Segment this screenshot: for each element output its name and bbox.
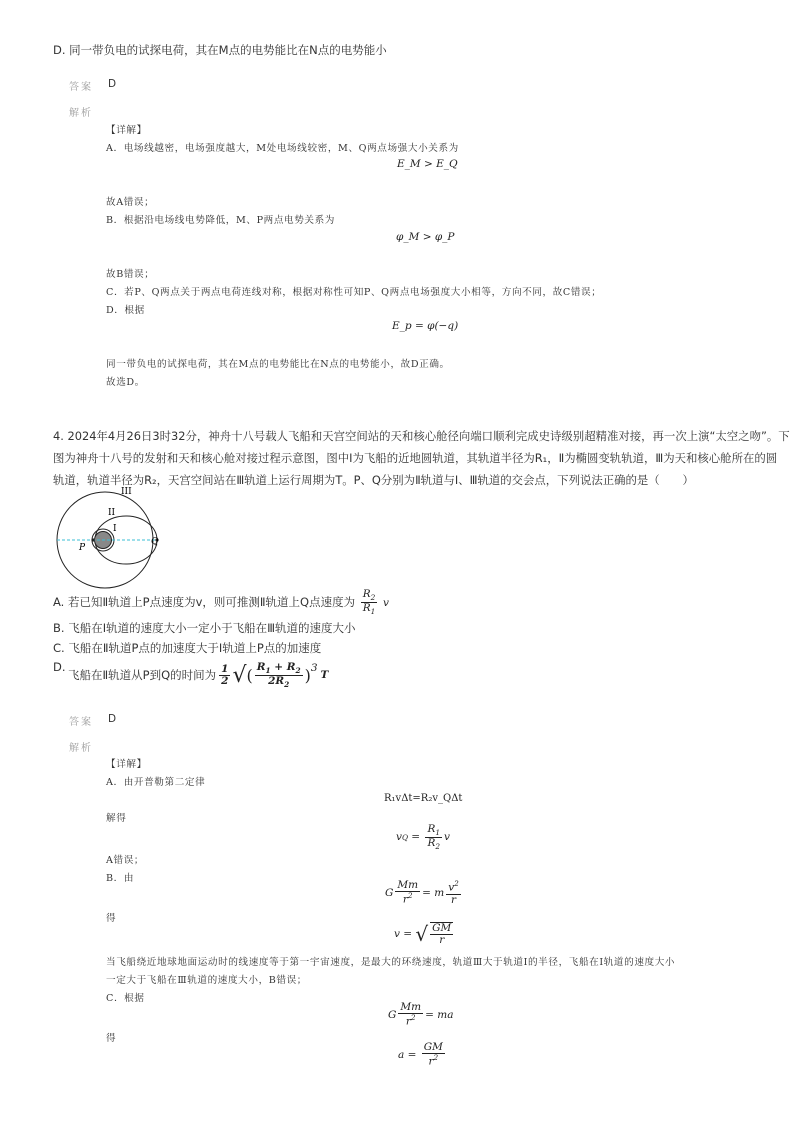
orbit-diagram — [53, 484, 165, 589]
equation-phi: φ_M > φ_P — [396, 231, 455, 243]
q4-equation-gravity: G $\frac{Mm}{r^2}$ = m $\frac{v^2}{r}$ — [385, 879, 459, 906]
question-4-stem-line-2: 图为神舟十八号的发射和天和核心舱对接过程示意图，图中Ⅰ为飞船的近地圆轨道，其轨道半径为R₁，Ⅱ为椭圆变轨轨道，Ⅲ为天和核心舱所在的圆 — [53, 451, 778, 465]
label-i: I — [113, 524, 117, 534]
fraction-half: $\frac{1}{2}$ — [221, 662, 229, 687]
label-ii: II — [108, 508, 116, 518]
q4-line-b3: 一定大于飞船在Ⅲ轨道的速度大小，B错误； — [106, 975, 307, 986]
label-iii: III — [121, 487, 132, 497]
solution-conclusion: 同一带负电的试探电荷，其在M点的电势能比在N点的电势能小，故D正确。 — [106, 359, 450, 370]
q4-answer-label: 答案 — [69, 717, 93, 728]
solution-line-d: D．根据 — [106, 305, 145, 316]
option-c: C. 飞船在Ⅱ轨道P点的加速度大于Ⅰ轨道上P点的加速度 — [53, 641, 322, 655]
option-a — [53, 589, 389, 616]
question-4-stem-line-3: 轨道，轨道半径为R₂，天宫空间站在Ⅲ轨道上运行周期为T。P、Q分别为Ⅱ轨道与Ⅰ、Ⅲ轨道的交会点，下列说法正确的是（ ） — [53, 473, 694, 487]
option-d-text: 飞船在Ⅱ轨道从P到Q的时间为 — [68, 668, 217, 683]
q4-analysis-label: 解析 — [69, 743, 93, 754]
q4-line-c: C．根据 — [106, 993, 145, 1004]
q4-equation-kepler: R₁vΔt=R₂v_QΔt — [384, 793, 463, 804]
solution-line-a: A．电场线越密，电场强度越大，M处电场线较密，M、Q两点场强大小关系为 — [106, 143, 459, 154]
point-p — [91, 538, 94, 541]
equation-ep: E_p = φ(−q) — [392, 320, 459, 332]
q4-jiede: 解得 — [106, 813, 127, 824]
question-4-stem-line-1: 4. 2024年4月26日3时32分，神舟十八号载人飞船和天宫空间站的天和核心舱径向端口顺利完成史诗级别超精准对接，再一次上演“太空之吻”。下 — [53, 429, 790, 443]
solution-line-b: B．根据沿电场线电势降低，M、P两点电势关系为 — [106, 215, 336, 226]
q4-equation-v: v = √ $\frac{GM}{r}$ — [394, 922, 452, 947]
answer-label: 答案 — [69, 82, 93, 93]
detail-heading: 【详解】 — [106, 125, 147, 136]
label-p: P — [79, 543, 86, 553]
q4-de-1: 得 — [106, 913, 117, 924]
fraction-r1r2: $\frac{R_1 + R_2}{2R_2}$ — [256, 661, 301, 689]
option-d: 飞船在Ⅱ轨道从P到Q的时间为 $\frac{1}{2}$ √ ( $\frac{R_1 + R_2}{2R_2}$ ) 3 T — [68, 661, 329, 689]
option-a-v: v — [383, 596, 389, 609]
q4-equation-vq: v Q = $\frac{R_1}{R_2}$ v — [396, 823, 450, 851]
q4-answer-value: D — [108, 713, 117, 725]
fraction-r2-r1: $\frac{R_2}{R_1}$ — [362, 588, 376, 616]
option-d-label: D. — [53, 660, 66, 674]
option-a-text: A. 若已知Ⅱ轨道上P点速度为v，则可推测Ⅱ轨道上Q点速度为 — [53, 594, 356, 609]
label-q: Q — [151, 537, 159, 547]
equation-em-eq: E_M > E_Q — [397, 158, 458, 170]
q4-detail-heading: 【详解】 — [106, 759, 147, 770]
q4-de-2: 得 — [106, 1033, 117, 1044]
q4-line-b: B．由 — [106, 873, 135, 884]
sqrt-sign: √ — [232, 662, 247, 688]
option-b: B. 飞船在Ⅰ轨道的速度大小一定小于飞船在Ⅲ轨道的速度大小 — [53, 621, 356, 635]
q4-line-a: A．由开普勒第二定律 — [106, 777, 206, 788]
q4-equation-a: a = $\frac{GM}{r^2}$ — [398, 1041, 443, 1068]
solution-line-c: C．若P、Q两点关于两点电荷连线对称，根据对称性可知P、Q两点电场强度大小相等，方向不同，故C错误； — [106, 287, 602, 298]
prev-option-d: D. 同一带负电的试探电荷，其在M点的电势能比在N点的电势能小 — [53, 43, 387, 57]
answer-value: D — [108, 78, 117, 90]
analysis-label: 解析 — [69, 108, 93, 119]
q4-error-a: A错误； — [106, 855, 145, 866]
solution-error-b: 故B错误； — [106, 269, 155, 280]
solution-error-a: 故A错误； — [106, 197, 155, 208]
solution-final: 故选D。 — [106, 377, 145, 388]
q4-equation-ma: G $\frac{Mm}{r^2}$ = ma — [388, 1001, 454, 1028]
q4-line-b2: 当飞船绕近地球地面运动时的线速度等于第一宇宙速度，是最大的环绕速度，轨道Ⅲ大于轨道Ⅰ的半径，飞船在Ⅰ轨道的速度大小 — [106, 957, 676, 968]
